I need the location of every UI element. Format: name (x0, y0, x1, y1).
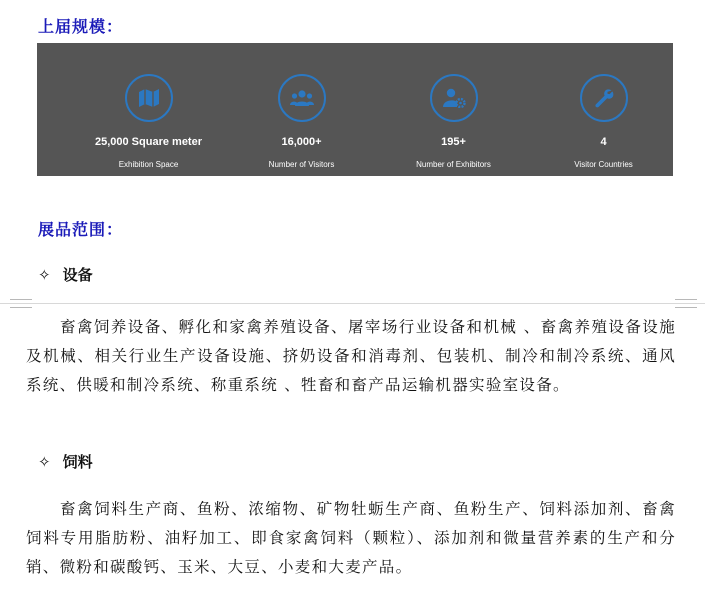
stat-label: Exhibition Space (118, 160, 179, 169)
stat-label: Number of Exhibitors (416, 160, 491, 169)
stat-value: 16,000+ (281, 136, 322, 148)
paragraph-equipment: 畜禽饲养设备、孵化和家禽养殖设备、屠宰场行业设备和机械 、畜禽养殖设备设施及机械、相关行业生产设备设施、挤奶设备和消毒剂、包装机、制冷和制冷系统、通风系统、供暖和制冷系统、称重系统 、牲畜和畜产品运输机器实验室设备。 (26, 318, 676, 394)
page-margin-marker-left (10, 299, 32, 308)
stat-exhibition-space (69, 43, 228, 176)
stat-label: Visitor Countries (574, 160, 633, 169)
wrench-icon (580, 74, 628, 122)
section-title-last-edition: 上届规模： (38, 17, 124, 36)
users-icon (278, 74, 326, 122)
stat-exhibitors (374, 43, 533, 176)
diamond-bullet-icon: ✧ (38, 452, 51, 471)
map-icon (125, 74, 173, 122)
section-title-exhibit-scope: 展品范围： (38, 220, 124, 239)
subheading-label: 设备 (62, 266, 93, 284)
stat-value: 25,000 Square meter (94, 136, 202, 148)
stat-value: 4 (600, 136, 607, 148)
subheading-equipment (38, 264, 93, 285)
stat-visitor-countries (524, 43, 683, 176)
stat-value: 195+ (441, 136, 466, 148)
page-margin-marker-right (675, 299, 697, 308)
stat-label: Number of Visitors (268, 160, 335, 169)
paragraph-feed: 畜禽饲料生产商、鱼粉、浓缩物、矿物牡蛎生产商、鱼粉生产、饲料添加剂、畜禽饲料专用脂肪粉、油籽加工、即食家禽饲料（颗粒）、添加剂和微量营养素的生产和分销、微粉和碳酸钙、玉米、大豆、小麦和大麦产品。 (26, 500, 676, 576)
stat-visitors (222, 43, 381, 176)
diamond-bullet-icon: ✧ (38, 265, 51, 284)
page-divider (0, 303, 705, 304)
stats-panel (37, 43, 673, 176)
user-gear-icon (430, 74, 478, 122)
subheading-feed (38, 451, 93, 472)
subheading-label: 饲料 (62, 453, 93, 471)
